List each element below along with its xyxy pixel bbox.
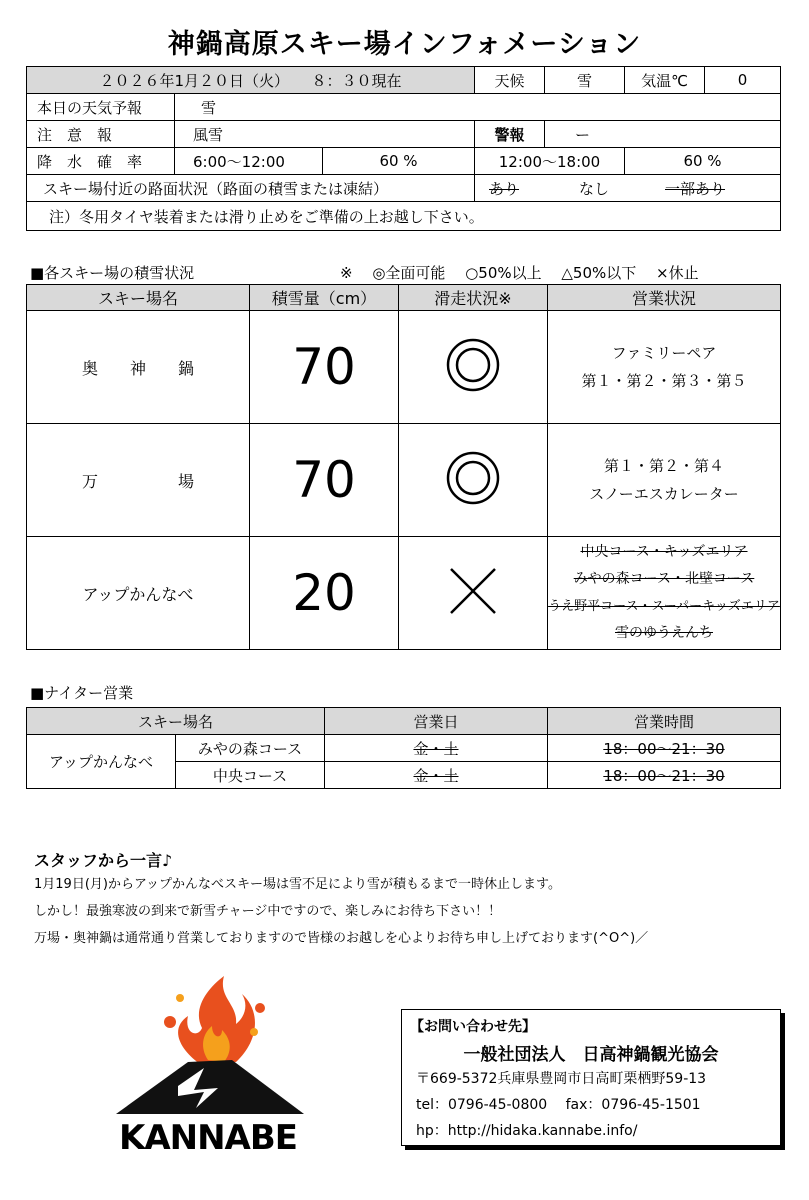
staff-message-line: 1月19日(月)からアップかんなべスキー場は雪不足により雪が積もるまで一時休止します。 (34, 877, 562, 892)
status-legend: ※ ◎全面可能 ○50%以上 △50%以下 ×休止 (340, 264, 699, 282)
page-title: 神鍋高原スキー場インフォメーション (167, 29, 642, 60)
warning-value: ー (575, 125, 591, 144)
col-header-resort: スキー場名 (27, 285, 250, 311)
col-header-resort: スキー場名 (27, 708, 325, 735)
open-days: 金・土 (325, 762, 548, 789)
contact-phone: tel：0796-45-0800 fax：0796-45-1501 (416, 1097, 701, 1113)
open-hours: 18：00～21：30 (548, 762, 781, 789)
open-hours: 18：00～21：30 (548, 735, 781, 762)
col-header-hours: 営業時間 (548, 708, 781, 735)
col-header-days: 営業日 (325, 708, 548, 735)
road-options (475, 175, 780, 201)
col-header-depth: 積雪量（cm） (250, 285, 399, 311)
open-days: 金・土 (325, 735, 548, 762)
forecast-label: 本日の天気予報 (27, 94, 175, 120)
lift-line: スノーエスカレーター (589, 485, 739, 503)
snow-depth: 20 (250, 537, 399, 650)
condition-full-icon (399, 424, 548, 537)
road-option-no: なし (579, 179, 610, 198)
snow-depth: 70 (250, 311, 399, 424)
contact-box (401, 1009, 781, 1146)
table-row (27, 537, 781, 650)
condition-full-icon (399, 311, 548, 424)
night-section-heading: ■ナイター営業 (30, 684, 134, 702)
precip-label: 降 水 確 率 (27, 148, 175, 174)
kannabe-logo (108, 968, 308, 1168)
snow-depth: 70 (250, 424, 399, 537)
resort-name: アップかんなべ (27, 735, 176, 789)
advisory-label: 注 意 報 (27, 121, 175, 147)
road-label: スキー場付近の路面状況（路面の積雪または凍結） (27, 175, 475, 201)
contact-heading: 【お問い合わせ先】 (410, 1019, 536, 1035)
operation-status (548, 424, 781, 537)
table-row (27, 735, 781, 762)
precip-morning-value: 60 % (323, 148, 475, 174)
weather-label: 天候 (475, 67, 545, 93)
precip-afternoon-time: 12:00～18:00 (475, 148, 625, 174)
resort-name: 奥 神 鍋 (27, 311, 250, 424)
staff-message-line: しかし！最強寒波の到来で新雪チャージ中ですので、楽しみにお待ち下さい！！ (34, 904, 502, 919)
report-date: ２０２６年1月２０日（火） ８：３０現在 (27, 67, 475, 93)
weather-value: 雪 (545, 67, 625, 93)
road-option-yes: あり (489, 179, 520, 198)
operation-status (548, 311, 781, 424)
snow-section-heading: ■各スキー場の積雪状況 (30, 264, 195, 282)
warning-label: 警報 (475, 121, 545, 147)
lift-line: 中央コース・キッズエリア (580, 544, 748, 560)
staff-message-heading: スタッフから一言♪ (34, 851, 173, 870)
night-table (26, 707, 781, 789)
lift-line: うえ野平コース・スーパーキッズエリア (548, 599, 780, 614)
table-row (27, 311, 781, 424)
temp-label: 気温℃ (625, 67, 705, 93)
contact-website-link[interactable]: hp：http://hidaka.kannabe.info/ (416, 1123, 638, 1139)
operation-status (548, 537, 781, 650)
lift-line: ファミリーペア (611, 344, 717, 362)
resort-name: 万 場 (27, 424, 250, 537)
logo-wordmark: KANNABE (118, 1118, 298, 1158)
condition-closed-icon (399, 537, 548, 650)
table-row (27, 424, 781, 537)
lift-line: みやの森コース・北壁コース (573, 571, 755, 587)
resort-name: アップかんなべ (27, 537, 250, 650)
forecast-value: 雪 (201, 98, 217, 117)
advisory-value: 風雪 (175, 121, 475, 147)
precip-morning-time: 6:00～12:00 (175, 148, 323, 174)
col-header-condition: 滑走状況※ (399, 285, 548, 311)
org-name: 一般社団法人 日高神鍋観光協会 (463, 1045, 719, 1065)
course-name: みやの森コース (176, 735, 325, 762)
volcano-logo-icon (108, 968, 308, 1118)
road-option-partial: 一部あり (665, 179, 726, 198)
lift-line: 第１・第２・第３・第５ (581, 372, 747, 390)
precip-afternoon-value: 60 % (683, 152, 722, 170)
temp-value: 0 (737, 71, 748, 89)
staff-message-line: 万場・奥神鍋は通常通り営業しておりますので皆様のお越しを心よりお待ち申し上げております(^O^)／ (34, 931, 649, 946)
snow-table (26, 284, 781, 650)
lift-line: 雪のゆうえんち (615, 625, 713, 641)
weather-info-block (26, 66, 781, 231)
staff-message (34, 871, 794, 952)
lift-line: 第１・第２・第４ (603, 457, 724, 475)
tire-note: 注）冬用タイヤ装着または滑り止めをご準備の上お越し下さい。 (49, 207, 484, 226)
contact-address: 〒669-5372兵庫県豊岡市日高町栗栖野59-13 (416, 1071, 707, 1087)
col-header-operation: 営業状況 (548, 285, 781, 311)
course-name: 中央コース (176, 762, 325, 789)
